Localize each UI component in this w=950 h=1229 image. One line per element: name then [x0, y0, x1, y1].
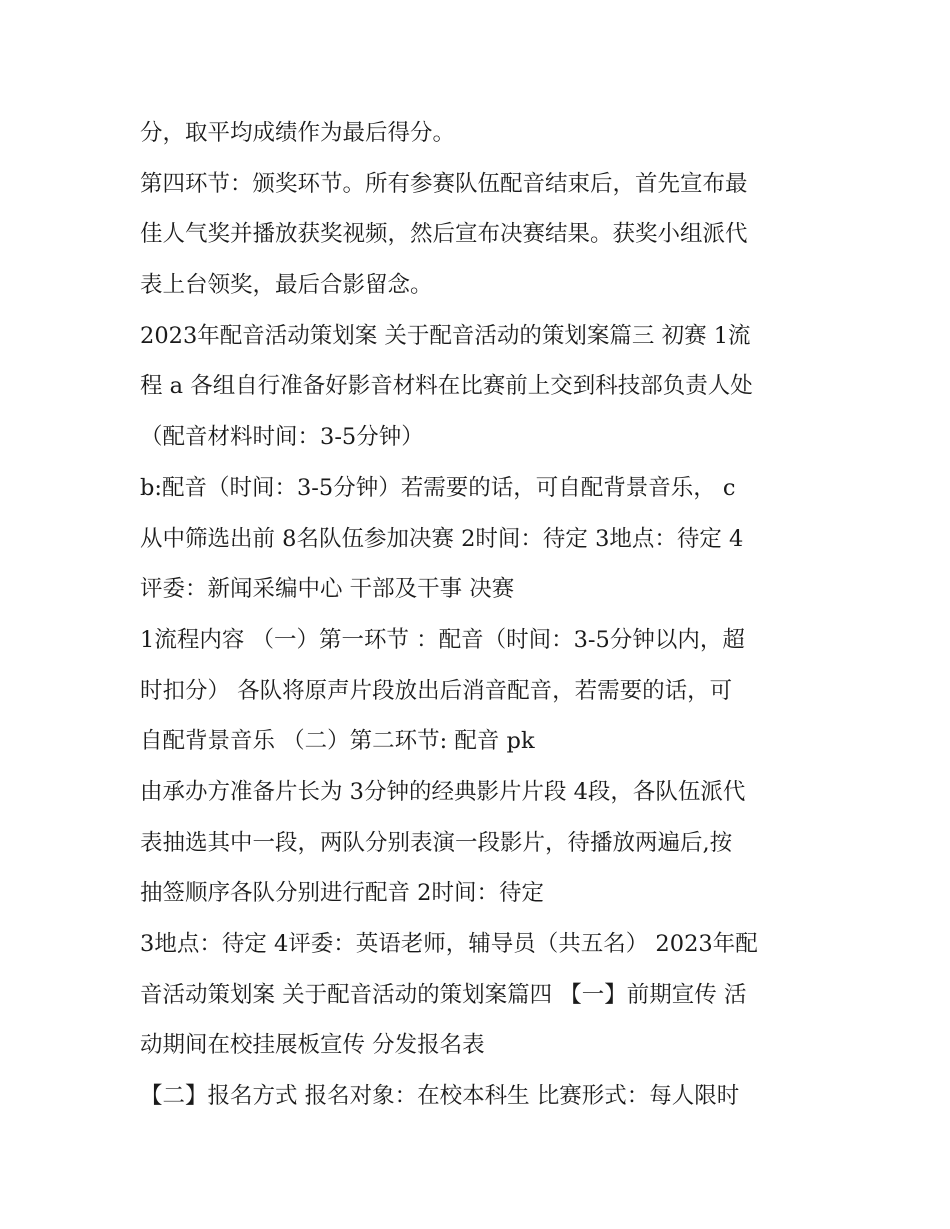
text-line: 2023年配音活动策划案 关于配音活动的策划案篇三 初赛 1流: [140, 322, 751, 349]
text-line: 佳人气奖并播放获奖视频，然后宣布决赛结果。获奖小组派代: [140, 221, 748, 248]
text-line: 【二】报名方式 报名对象：在校本科生 比赛形式：每人限时: [140, 1083, 740, 1110]
text-line: 程 a 各组自行准备好影音材料在比赛前上交到科技部负责人处: [140, 373, 753, 400]
text-line: 时扣分） 各队将原声片段放出后消音配音，若需要的话，可: [140, 677, 733, 704]
document-body: [140, 108, 820, 1122]
text-line: 抽签顺序各队分别进行配音 2时间：待定: [140, 880, 544, 907]
text-line: 表上台领奖，最后合影留念。: [140, 272, 433, 299]
text-line: 分，取平均成绩作为最后得分。: [140, 120, 456, 146]
text-line: （配音材料时间：3-5分钟）: [140, 424, 424, 451]
text-line: 第四环节：颁奖环节。所有参赛队伍配音结束后，首先宣布最: [140, 170, 748, 197]
text-line: 1流程内容 （一）第一环节 ：配音（时间：3-5分钟以内，超: [140, 626, 745, 653]
text-line: b:配音（时间：3-5分钟）若需要的话，可自配背景音乐， c: [140, 474, 736, 501]
text-line: 表抽选其中一段，两队分别表演一段影片，待播放两遍后,按: [140, 829, 733, 856]
text-line: 从中筛选出前 8名队伍参加决赛 2时间：待定 3地点：待定 4: [140, 525, 744, 552]
text-line: 自配背景音乐 （二）第二环节: 配音 pk: [140, 728, 535, 755]
text-line: 由承办方准备片长为 3分钟的经典影片片段 4段，各队伍派代: [140, 778, 746, 805]
text-line: 音活动策划案 关于配音活动的策划案篇四 【一】前期宣传 活: [140, 981, 747, 1008]
text-line: 评委：新闻采编中心 干部及干事 决赛: [140, 576, 515, 603]
text-line: 3地点：待定 4评委：英语老师，辅导员（共五名） 2023年配: [140, 931, 758, 957]
text-line: 动期间在校挂展板宣传 分发报名表: [140, 1032, 485, 1059]
